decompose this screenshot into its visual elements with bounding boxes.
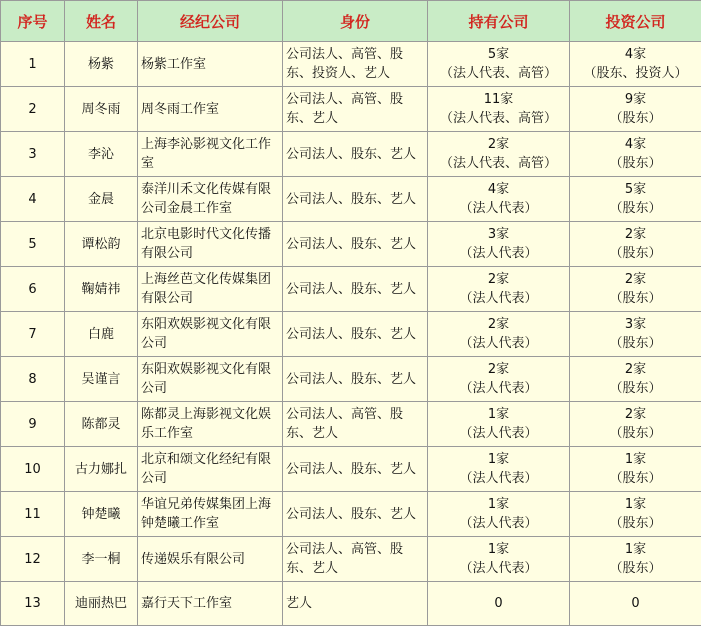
held-count: 1家 — [487, 452, 510, 467]
table-row — [1, 582, 701, 626]
table-row — [1, 447, 701, 492]
cell-roles: 公司法人、股东、艺人 — [283, 177, 428, 222]
table-row — [1, 267, 701, 312]
cell-agency: 华谊兄弟传媒集团上海钟楚曦工作室 — [138, 492, 283, 537]
cell-no: 12 — [1, 537, 65, 582]
held-count: 2家 — [487, 137, 510, 152]
invest-note: （股东） — [609, 561, 662, 576]
cell-invest — [570, 402, 701, 447]
invest-count: 4家 — [624, 47, 647, 62]
cell-name: 钟楚曦 — [65, 492, 138, 537]
table-row — [1, 42, 701, 87]
held-note: （法人代表） — [459, 201, 538, 216]
invest-note: （股东） — [609, 426, 662, 441]
invest-note: （股东） — [609, 246, 662, 261]
cell-roles: 公司法人、股东、艺人 — [283, 222, 428, 267]
cell-agency: 北京电影时代文化传播有限公司 — [138, 222, 283, 267]
invest-count: 9家 — [624, 92, 647, 107]
table-row — [1, 402, 701, 447]
invest-count: 2家 — [624, 407, 647, 422]
invest-count: 4家 — [624, 137, 647, 152]
cell-held — [428, 357, 570, 402]
header-agency: 经纪公司 — [138, 1, 283, 42]
held-note: （法人代表、高管） — [439, 156, 557, 171]
cell-name: 李沁 — [65, 132, 138, 177]
cell-agency: 嘉行天下工作室 — [138, 582, 283, 626]
cell-no: 7 — [1, 312, 65, 357]
cell-roles: 公司法人、高管、股东、艺人 — [283, 537, 428, 582]
cell-agency: 东阳欢娱影视文化有限公司 — [138, 357, 283, 402]
cell-held — [428, 222, 570, 267]
held-note: （法人代表） — [459, 381, 538, 396]
table-row — [1, 177, 701, 222]
invest-count: 1家 — [624, 452, 647, 467]
held-note: （法人代表、高管） — [439, 66, 557, 81]
cell-roles: 公司法人、高管、股东、艺人 — [283, 402, 428, 447]
cell-name: 杨紫 — [65, 42, 138, 87]
cell-roles: 公司法人、高管、股东、艺人 — [283, 87, 428, 132]
cell-roles: 公司法人、高管、股东、投资人、艺人 — [283, 42, 428, 87]
cell-name: 鞠婧祎 — [65, 267, 138, 312]
invest-note: （股东） — [609, 471, 662, 486]
invest-count: 2家 — [624, 362, 647, 377]
cell-no: 4 — [1, 177, 65, 222]
header-held-companies: 持有公司 — [428, 1, 570, 42]
held-note: （法人代表） — [459, 291, 538, 306]
cell-invest — [570, 447, 701, 492]
header-roles: 身份 — [283, 1, 428, 42]
held-note: （法人代表） — [459, 516, 538, 531]
cell-roles: 公司法人、股东、艺人 — [283, 492, 428, 537]
cell-no: 3 — [1, 132, 65, 177]
cell-roles: 公司法人、股东、艺人 — [283, 132, 428, 177]
table-row — [1, 132, 701, 177]
cell-invest — [570, 42, 701, 87]
cell-held — [428, 132, 570, 177]
cell-held — [428, 42, 570, 87]
table-row — [1, 87, 701, 132]
invest-note: （股东、投资人） — [583, 66, 688, 81]
cell-held — [428, 402, 570, 447]
cell-held — [428, 447, 570, 492]
header-no: 序号 — [1, 1, 65, 42]
held-note: （法人代表） — [459, 336, 538, 351]
held-count: 4家 — [487, 182, 510, 197]
held-count: 1家 — [487, 407, 510, 422]
invest-note: （股东） — [609, 156, 662, 171]
header-row — [1, 1, 701, 42]
held-note: （法人代表） — [459, 561, 538, 576]
table-body — [1, 42, 701, 626]
cell-agency: 杨紫工作室 — [138, 42, 283, 87]
cell-no: 1 — [1, 42, 65, 87]
held-count: 1家 — [487, 497, 510, 512]
cell-roles: 公司法人、股东、艺人 — [283, 447, 428, 492]
cell-agency: 东阳欢娱影视文化有限公司 — [138, 312, 283, 357]
cell-invest — [570, 132, 701, 177]
cell-held — [428, 87, 570, 132]
cell-invest — [570, 582, 701, 626]
cell-name: 白鹿 — [65, 312, 138, 357]
cell-no: 2 — [1, 87, 65, 132]
header-name: 姓名 — [65, 1, 138, 42]
held-count: 2家 — [487, 317, 510, 332]
cell-agency: 上海李沁影视文化工作室 — [138, 132, 283, 177]
cell-invest — [570, 222, 701, 267]
invest-count: 5家 — [624, 182, 647, 197]
cell-held — [428, 267, 570, 312]
cell-invest — [570, 177, 701, 222]
invest-note: （股东） — [609, 381, 662, 396]
cell-roles: 公司法人、股东、艺人 — [283, 312, 428, 357]
held-count: 3家 — [487, 227, 510, 242]
cell-held — [428, 492, 570, 537]
invest-note: （股东） — [609, 516, 662, 531]
held-count: 1家 — [487, 542, 510, 557]
invest-count: 3家 — [624, 317, 647, 332]
held-count: 2家 — [487, 272, 510, 287]
cell-no: 8 — [1, 357, 65, 402]
held-count: 11家 — [483, 92, 514, 107]
cell-invest — [570, 87, 701, 132]
held-note: （法人代表） — [459, 471, 538, 486]
header-invested-companies: 投资公司 — [570, 1, 701, 42]
table-row — [1, 357, 701, 402]
cell-name: 金晨 — [65, 177, 138, 222]
cell-no: 9 — [1, 402, 65, 447]
cell-name: 周冬雨 — [65, 87, 138, 132]
invest-note: （股东） — [609, 336, 662, 351]
cell-roles: 公司法人、股东、艺人 — [283, 357, 428, 402]
cell-agency: 北京和颂文化经纪有限公司 — [138, 447, 283, 492]
cell-held — [428, 537, 570, 582]
cell-invest — [570, 537, 701, 582]
cell-invest — [570, 357, 701, 402]
held-note: （法人代表） — [459, 426, 538, 441]
invest-count: 2家 — [624, 227, 647, 242]
cell-agency: 上海丝芭文化传媒集团有限公司 — [138, 267, 283, 312]
invest-count: 0 — [631, 596, 640, 611]
invest-count: 1家 — [624, 542, 647, 557]
cell-roles: 公司法人、股东、艺人 — [283, 267, 428, 312]
cell-no: 5 — [1, 222, 65, 267]
cell-held — [428, 582, 570, 626]
held-count: 0 — [494, 596, 503, 611]
table-row — [1, 312, 701, 357]
held-note: （法人代表、高管） — [439, 111, 557, 126]
cell-name: 陈都灵 — [65, 402, 138, 447]
held-note: （法人代表） — [459, 246, 538, 261]
invest-note: （股东） — [609, 291, 662, 306]
cell-held — [428, 312, 570, 357]
held-count: 2家 — [487, 362, 510, 377]
cell-name: 吴谨言 — [65, 357, 138, 402]
table-row — [1, 222, 701, 267]
cell-no: 11 — [1, 492, 65, 537]
cell-invest — [570, 267, 701, 312]
table-row — [1, 492, 701, 537]
cell-agency: 传递娱乐有限公司 — [138, 537, 283, 582]
cell-agency: 陈都灵上海影视文化娱乐工作室 — [138, 402, 283, 447]
table-row — [1, 537, 701, 582]
cell-agency: 泰洋川禾文化传媒有限公司金晨工作室 — [138, 177, 283, 222]
cell-no: 6 — [1, 267, 65, 312]
cell-invest — [570, 492, 701, 537]
cell-held — [428, 177, 570, 222]
held-count: 5家 — [487, 47, 510, 62]
invest-note: （股东） — [609, 201, 662, 216]
cell-no: 10 — [1, 447, 65, 492]
cell-invest — [570, 312, 701, 357]
cell-agency: 周冬雨工作室 — [138, 87, 283, 132]
invest-note: （股东） — [609, 111, 662, 126]
invest-count: 1家 — [624, 497, 647, 512]
cell-no: 13 — [1, 582, 65, 626]
cell-name: 谭松韵 — [65, 222, 138, 267]
cell-name: 迪丽热巴 — [65, 582, 138, 626]
cell-name: 李一桐 — [65, 537, 138, 582]
cell-name: 古力娜扎 — [65, 447, 138, 492]
cell-roles: 艺人 — [283, 582, 428, 626]
invest-count: 2家 — [624, 272, 647, 287]
